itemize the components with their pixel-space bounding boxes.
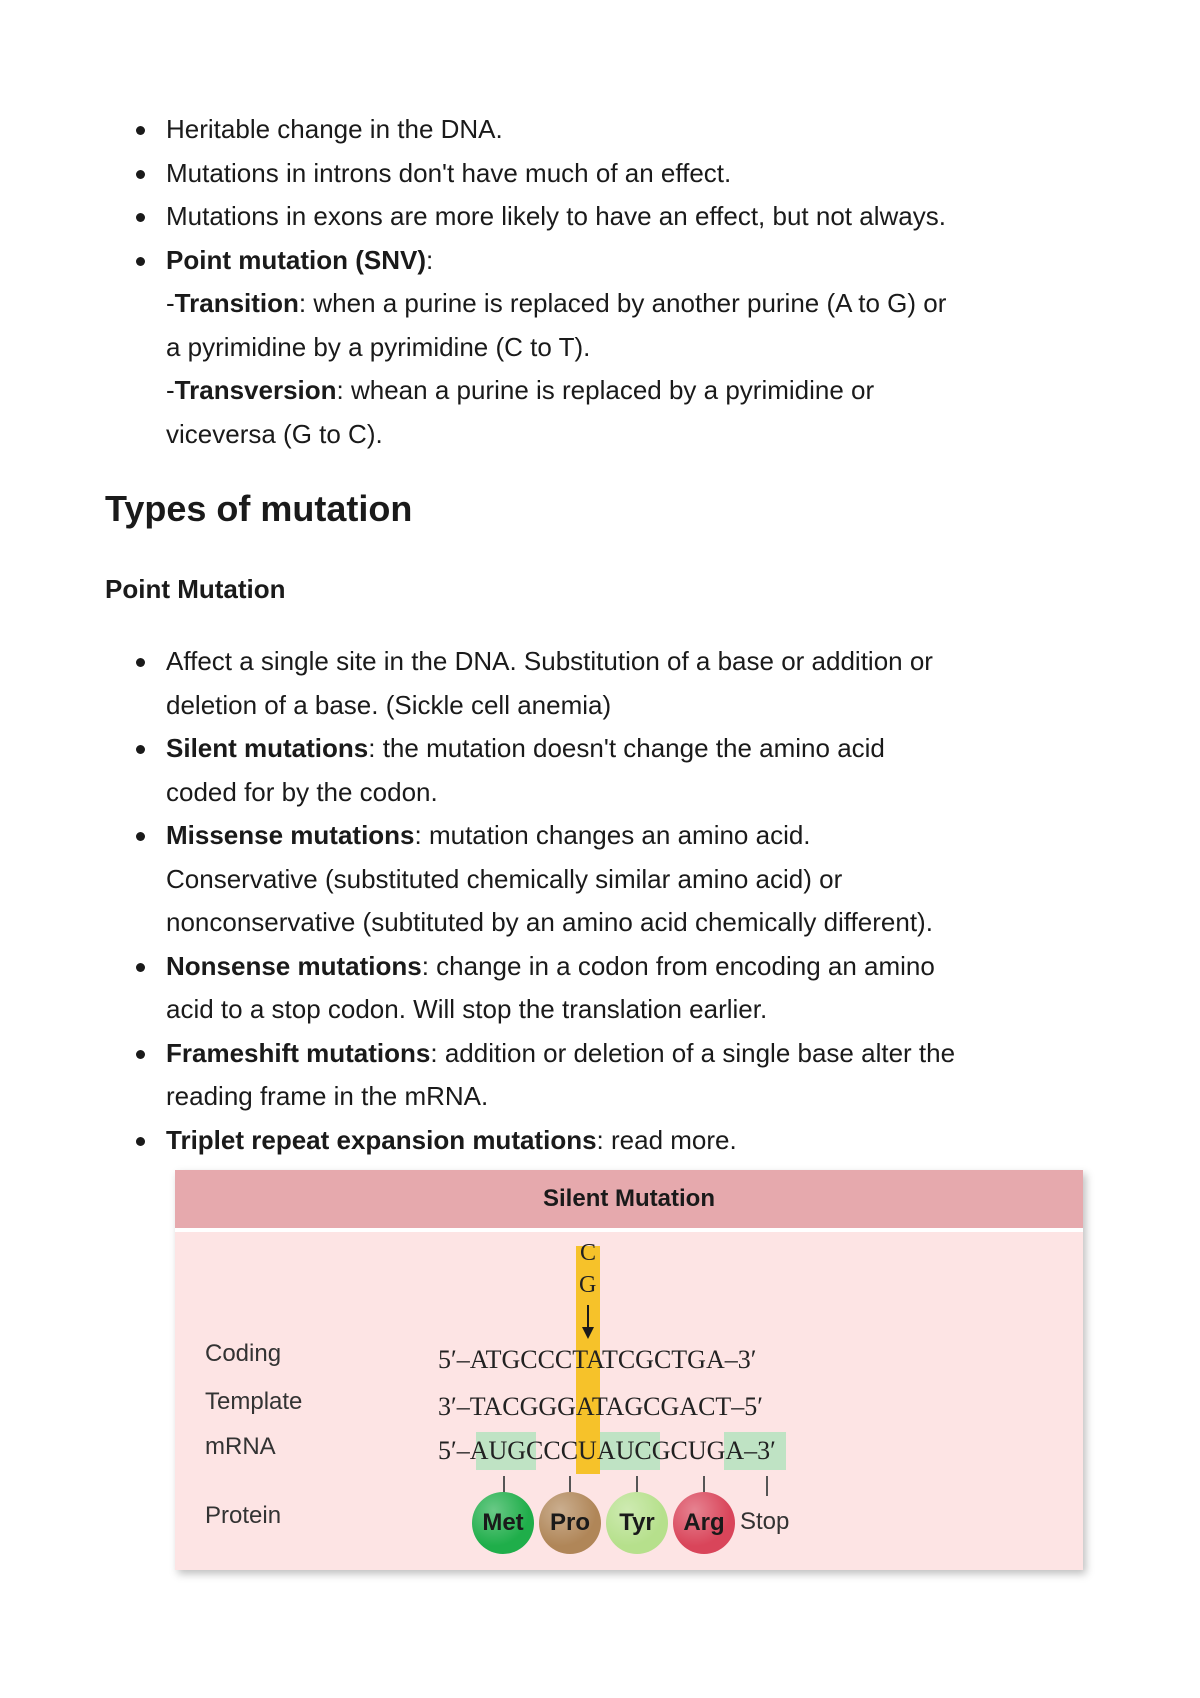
term-label: Nonsense mutations [166, 950, 422, 981]
list-item-line [166, 727, 1120, 771]
list-item-text: : change in a codon from encoding an amino [421, 950, 935, 981]
list-item-text: acid to a stop codon. Will stop the translation earlier. [166, 994, 768, 1024]
list-item-text: : the mutation doesn't change the amino acid [368, 733, 885, 763]
list-item-text: Mutations in exons are more likely to have an effect, but not always. [166, 201, 946, 231]
list-item-text: coded for by the codon. [166, 776, 438, 807]
mutation-bullet-list [130, 640, 1120, 1162]
term-label: Missense mutations [166, 820, 415, 850]
snv-line [166, 239, 1120, 283]
subsection-heading: Point Mutation [105, 574, 286, 604]
list-item-text: Mutations in introns don't have much of an effect. [166, 157, 732, 188]
list-item-line [166, 1032, 1120, 1076]
amino-acid-arg: Arg [673, 1492, 735, 1554]
transition-text-cont: a pyrimidine by a pyrimidine (C to T). [166, 331, 591, 362]
amino-acid-pro: Pro [539, 1492, 601, 1554]
list-item [130, 640, 1120, 727]
list-item-text: Conservative (substituted chemically similar amino acid) or [166, 863, 843, 894]
list-item-line [166, 945, 1120, 989]
list-item [130, 1032, 1120, 1119]
mrna-sequence: 5′–AUGCCCUAUCGCUGA–3′ [438, 1436, 776, 1465]
template-label: Template [205, 1388, 303, 1415]
list-item [130, 1119, 1120, 1163]
snv-label: Point mutation (SNV) [166, 244, 426, 275]
mutation-arrow-icon [578, 1305, 598, 1341]
template-sequence: 3′–TACGGGATAGCGACT–5′ [438, 1392, 763, 1421]
term-label: Triplet repeat expansion mutations [166, 1124, 597, 1155]
list-item [130, 727, 1120, 814]
snv-suffix: : [425, 244, 434, 275]
list-item [130, 108, 1120, 152]
list-item-text: : addition or deletion of a single base alter the [430, 1037, 956, 1068]
section-heading: Types of mutation [105, 488, 413, 529]
amino-acid-tyr: Tyr [606, 1492, 668, 1554]
transversion-text: : whean a purine is replaced by a pyrimidine or [336, 375, 875, 405]
term-label: Frameshift mutations [166, 1037, 431, 1068]
transversion-line [166, 369, 1120, 413]
mutation-base-bottom: G [579, 1272, 597, 1298]
list-item [130, 152, 1120, 196]
list-item [130, 195, 1120, 239]
amino-acid-met: Met [472, 1492, 534, 1554]
list-item-text: reading frame in the mRNA. [166, 1081, 489, 1111]
codon-tick [766, 1476, 768, 1496]
coding-sequence: 5′–ATGCCCTATCGCTGA–3′ [438, 1345, 757, 1374]
list-item-line [166, 1119, 1120, 1163]
intro-bullet-list [130, 108, 1120, 456]
list-item-text: : mutation changes an amino acid. [414, 820, 811, 850]
transversion-label: Transversion [174, 375, 337, 405]
list-item-text: : read more. [596, 1124, 737, 1155]
list-item-text: Affect a single site in the DNA. Substitution of a base or addition or [166, 646, 933, 676]
list-item-line [166, 814, 1120, 858]
list-item-point-mutation-snv [130, 239, 1120, 457]
list-item [130, 814, 1120, 945]
mrna-label: mRNA [205, 1433, 276, 1460]
list-item-text: Heritable change in the DNA. [166, 114, 503, 144]
term-label: Silent mutations [166, 733, 369, 763]
list-item-text: nonconservative (subtituted by an amino acid chemically different). [166, 907, 933, 937]
figure-title: Silent Mutation [175, 1170, 1083, 1232]
dash: - [166, 288, 175, 318]
dash: - [166, 375, 175, 405]
transition-label: Transition [174, 288, 299, 318]
transition-text: : when a purine is replaced by another purine (A to G) or [298, 288, 947, 318]
list-item-text: deletion of a base. (Sickle cell anemia) [166, 689, 612, 720]
coding-label: Coding [205, 1340, 282, 1367]
list-item [130, 945, 1120, 1032]
transition-line [166, 282, 1120, 326]
transversion-text-cont: viceversa (G to C). [166, 418, 383, 449]
stop-label: Stop [740, 1508, 790, 1535]
protein-label: Protein [205, 1502, 282, 1529]
mutation-base-top: C [580, 1240, 597, 1266]
